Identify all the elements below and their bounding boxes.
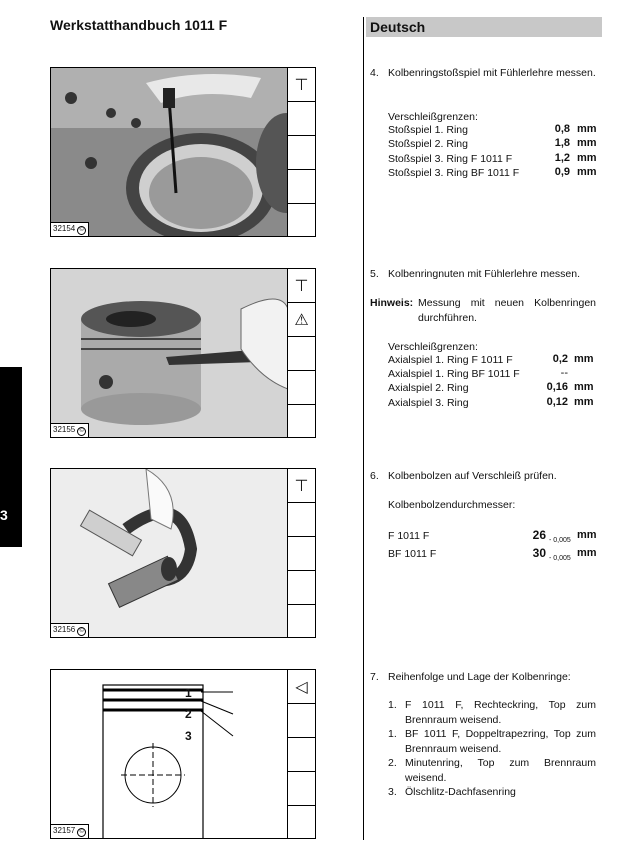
copyright-icon: © — [77, 828, 86, 837]
s4-row-unit: mm — [577, 152, 597, 164]
manual-title: Werkstatthandbuch 1011 F — [50, 17, 228, 33]
list-item-number: 3. — [388, 786, 397, 798]
step-4-text: Kolbenringstoßspiel mit Fühlerlehre messen. — [388, 67, 596, 79]
figure-number: 32157 © — [51, 824, 89, 838]
figure-pin — [50, 468, 316, 638]
step-7-text: Reihenfolge und Lage der Kolbenringe: — [388, 671, 571, 683]
list-item: F 1011 F, Rechteckring, Top zum Brennraum weisend. — [405, 699, 596, 726]
step-6-number: 6. — [370, 470, 379, 482]
hint-text: Messung mit neuen Kolbenringen durchführen. — [418, 297, 596, 324]
s4-row-unit: mm — [577, 137, 597, 149]
s6-row-label: BF 1011 F — [388, 548, 437, 560]
s5-row-value: -- — [560, 367, 568, 379]
copyright-icon: © — [77, 226, 86, 235]
s4-row-label: Stoßspiel 2. Ring — [388, 138, 468, 150]
photo-piston-feeler — [51, 269, 288, 437]
step-5-limits-title: Verschleißgrenzen: — [388, 341, 478, 353]
s4-row-unit: mm — [577, 123, 597, 135]
s5-row-unit: mm — [574, 353, 594, 365]
s6-row-unit: mm — [577, 529, 597, 541]
copyright-icon: © — [77, 627, 86, 636]
s5-row-unit: mm — [574, 381, 594, 393]
s6-row-tolerance: - 0,005 — [549, 537, 571, 544]
figure-number: 32154 © — [51, 222, 89, 236]
list-item-number: 2. — [388, 757, 397, 769]
s4-row-label: Stoßspiel 1. Ring — [388, 124, 468, 136]
copyright-icon: © — [77, 427, 86, 436]
column-divider — [363, 17, 364, 840]
callout-2: 2 — [185, 707, 192, 721]
s5-row-label: Axialspiel 1. Ring F 1011 F — [388, 354, 513, 366]
s6-row-unit: mm — [577, 547, 597, 559]
s4-row-value: 1,2 — [554, 152, 570, 164]
caliper-icon: ⊤ — [288, 269, 315, 303]
symbol-strip — [287, 469, 315, 637]
chapter-number: 3 — [0, 507, 8, 523]
s6-row-label: F 1011 F — [388, 530, 430, 542]
figure-number: 32156 © — [51, 623, 89, 637]
s5-row-label: Axialspiel 3. Ring — [388, 397, 469, 409]
photo-micrometer — [51, 469, 288, 637]
step-4-number: 4. — [370, 67, 379, 79]
s4-row-unit: mm — [577, 166, 597, 178]
language-header: Deutsch — [366, 17, 602, 37]
step-4-limits-title: Verschleißgrenzen: — [388, 111, 478, 123]
caliper-icon: ⊤ — [288, 68, 315, 102]
figure-ring-diagram — [50, 669, 316, 839]
diagram-piston — [51, 670, 288, 838]
callout-1: 1 — [185, 686, 192, 700]
warning-icon: ⚠ — [288, 303, 315, 337]
s6-row-value: 30 — [532, 546, 546, 560]
s5-row-label: Axialspiel 2. Ring — [388, 382, 469, 394]
step-6-subtitle: Kolbenbolzendurchmesser: — [388, 499, 516, 511]
figure-groove — [50, 268, 316, 438]
symbol-strip — [287, 68, 315, 236]
flag-icon: ◁ — [288, 670, 315, 704]
s4-row-value: 1,8 — [554, 137, 570, 149]
callout-3: 3 — [185, 729, 192, 743]
s5-row-unit: mm — [574, 396, 594, 408]
s5-row-label: Axialspiel 1. Ring BF 1011 F — [388, 368, 520, 380]
s4-row-label: Stoßspiel 3. Ring BF 1011 F — [388, 167, 520, 179]
s5-row-value: 0,16 — [546, 381, 568, 393]
s6-row-value: 26 — [532, 528, 546, 542]
step-7-number: 7. — [370, 671, 379, 683]
chapter-tab — [0, 367, 22, 547]
list-item: Minutenring, Top zum Brennraum weisend. — [405, 757, 596, 784]
step-5-text: Kolbenringnuten mit Fühlerlehre messen. — [388, 268, 581, 280]
symbol-strip — [287, 269, 315, 437]
s4-row-label: Stoßspiel 3. Ring F 1011 F — [388, 153, 513, 165]
s6-row-tolerance: - 0,005 — [549, 555, 571, 562]
s4-row-value: 0,9 — [554, 166, 570, 178]
list-item-number: 1. — [388, 699, 397, 711]
s4-row-value: 0,8 — [554, 123, 570, 135]
list-item: Ölschlitz-Dachfasenring — [405, 786, 516, 798]
s5-row-value: 0,12 — [546, 396, 568, 408]
photo-cylinder-feeler — [51, 68, 288, 236]
symbol-strip — [287, 670, 315, 838]
step-6-text: Kolbenbolzen auf Verschleiß prüfen. — [388, 470, 557, 482]
hint-label: Hinweis: — [370, 297, 414, 309]
list-item-number: 1. — [388, 728, 397, 740]
figure-number: 32155 © — [51, 423, 89, 437]
figure-ring-gap — [50, 67, 316, 237]
caliper-icon: ⊤ — [288, 469, 315, 503]
step-5-number: 5. — [370, 268, 379, 280]
s5-row-value: 0,2 — [552, 353, 568, 365]
list-item: BF 1011 F, Doppeltrapezring, Top zum Brennraum weisend. — [405, 728, 596, 755]
